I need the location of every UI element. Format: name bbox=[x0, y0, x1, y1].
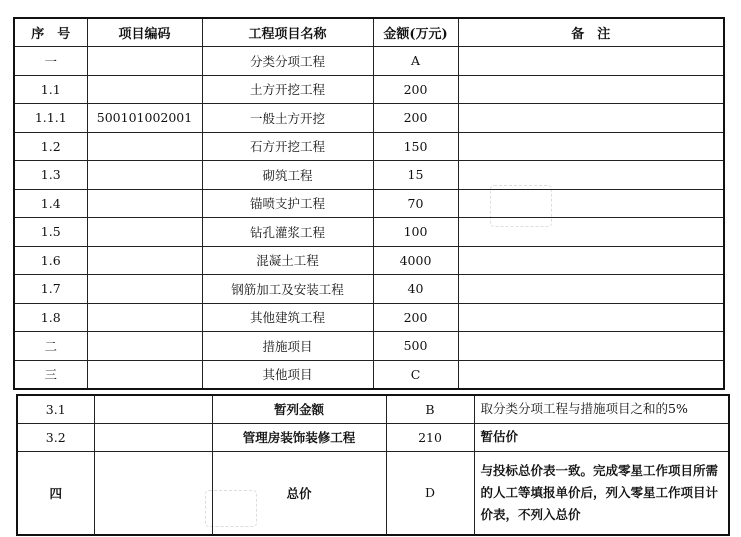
cell-seq: 1.4 bbox=[14, 189, 87, 218]
table-row bbox=[14, 275, 724, 304]
cell-name: 分类分项工程 bbox=[202, 47, 373, 76]
table-row bbox=[14, 47, 724, 76]
cell-name: 其他项目 bbox=[202, 360, 373, 389]
cell-name: 一般土方开挖 bbox=[202, 104, 373, 133]
cell-remark bbox=[458, 132, 724, 161]
cell-seq: 1.1 bbox=[14, 75, 87, 104]
cell-remark bbox=[458, 246, 724, 275]
cell-name: 混凝土工程 bbox=[202, 246, 373, 275]
cell-seq: 1.1.1 bbox=[14, 104, 87, 133]
table-row bbox=[14, 303, 724, 332]
cell-name: 管理房装饰装修工程 bbox=[212, 423, 386, 451]
cell-name: 其他建筑工程 bbox=[202, 303, 373, 332]
table-row bbox=[14, 189, 724, 218]
cell-amount: 150 bbox=[373, 132, 458, 161]
cell-code bbox=[87, 303, 202, 332]
cell-name: 锚喷支护工程 bbox=[202, 189, 373, 218]
cell-seq: 1.3 bbox=[14, 161, 87, 190]
cell-code: 500101002001 bbox=[87, 104, 202, 133]
cell-amount: D bbox=[386, 451, 474, 535]
cell-seq: 3.2 bbox=[17, 423, 94, 451]
table-row bbox=[14, 132, 724, 161]
cell-code bbox=[87, 218, 202, 247]
cell-remark bbox=[458, 303, 724, 332]
cell-name: 暂列金额 bbox=[212, 395, 386, 423]
cell-code bbox=[87, 360, 202, 389]
cell-remark bbox=[458, 104, 724, 133]
project-cost-table bbox=[13, 17, 725, 390]
table-row bbox=[14, 332, 724, 361]
cell-code bbox=[87, 132, 202, 161]
cell-amount: 15 bbox=[373, 161, 458, 190]
cell-amount: 500 bbox=[373, 332, 458, 361]
cell-name: 土方开挖工程 bbox=[202, 75, 373, 104]
cell-seq: 1.5 bbox=[14, 218, 87, 247]
table-row bbox=[17, 451, 729, 535]
cell-code bbox=[87, 47, 202, 76]
other-items-table bbox=[16, 394, 730, 536]
cell-code bbox=[87, 246, 202, 275]
cell-seq: 1.2 bbox=[14, 132, 87, 161]
cell-seq: 三 bbox=[14, 360, 87, 389]
cell-seq: 3.1 bbox=[17, 395, 94, 423]
cell-seq: 1.7 bbox=[14, 275, 87, 304]
header-amount: 金额(万元) bbox=[373, 18, 458, 47]
cell-seq: 四 bbox=[17, 451, 94, 535]
table-row bbox=[14, 246, 724, 275]
cell-remark: 暂估价 bbox=[474, 423, 729, 451]
table-row bbox=[14, 218, 724, 247]
table-row bbox=[14, 161, 724, 190]
cell-remark bbox=[458, 189, 724, 218]
table-row bbox=[14, 104, 724, 133]
cell-seq: 1.8 bbox=[14, 303, 87, 332]
cell-code bbox=[87, 275, 202, 304]
table-row bbox=[17, 423, 729, 451]
cell-code bbox=[94, 395, 212, 423]
cell-amount: 100 bbox=[373, 218, 458, 247]
cell-amount: 200 bbox=[373, 104, 458, 133]
cell-code bbox=[94, 423, 212, 451]
table-row bbox=[14, 360, 724, 389]
cell-remark bbox=[458, 161, 724, 190]
table-row bbox=[14, 75, 724, 104]
cell-name: 措施项目 bbox=[202, 332, 373, 361]
cell-name: 砌筑工程 bbox=[202, 161, 373, 190]
cell-amount: 210 bbox=[386, 423, 474, 451]
cell-code bbox=[87, 161, 202, 190]
cell-seq: 一 bbox=[14, 47, 87, 76]
cell-amount: B bbox=[386, 395, 474, 423]
cell-remark bbox=[458, 47, 724, 76]
cell-amount: 70 bbox=[373, 189, 458, 218]
cell-seq: 1.6 bbox=[14, 246, 87, 275]
table-header-row bbox=[14, 18, 724, 47]
cell-remark: 取分类分项工程与措施项目之和的5% bbox=[474, 395, 729, 423]
header-remark: 备 注 bbox=[458, 18, 724, 47]
header-seq: 序 号 bbox=[14, 18, 87, 47]
cell-code bbox=[87, 75, 202, 104]
cell-code bbox=[94, 451, 212, 535]
cell-remark bbox=[458, 75, 724, 104]
cell-remark: 与投标总价表一致。完成零星工作项目所需的人工等填报单价后，列入零星工作项目计价表，不列入总价 bbox=[474, 451, 729, 535]
cell-code bbox=[87, 189, 202, 218]
cell-amount: A bbox=[373, 47, 458, 76]
cell-amount: 40 bbox=[373, 275, 458, 304]
cell-remark bbox=[458, 332, 724, 361]
cell-amount: 200 bbox=[373, 75, 458, 104]
header-code: 项目编码 bbox=[87, 18, 202, 47]
cell-seq: 二 bbox=[14, 332, 87, 361]
cell-amount: 200 bbox=[373, 303, 458, 332]
cell-name: 石方开挖工程 bbox=[202, 132, 373, 161]
cell-remark bbox=[458, 218, 724, 247]
header-name: 工程项目名称 bbox=[202, 18, 373, 47]
cell-name: 钻孔灌浆工程 bbox=[202, 218, 373, 247]
cell-amount: 4000 bbox=[373, 246, 458, 275]
cell-remark bbox=[458, 275, 724, 304]
cell-code bbox=[87, 332, 202, 361]
table-row bbox=[17, 395, 729, 423]
cell-amount: C bbox=[373, 360, 458, 389]
cell-name: 总价 bbox=[212, 451, 386, 535]
cell-remark bbox=[458, 360, 724, 389]
cell-name: 钢筋加工及安装工程 bbox=[202, 275, 373, 304]
